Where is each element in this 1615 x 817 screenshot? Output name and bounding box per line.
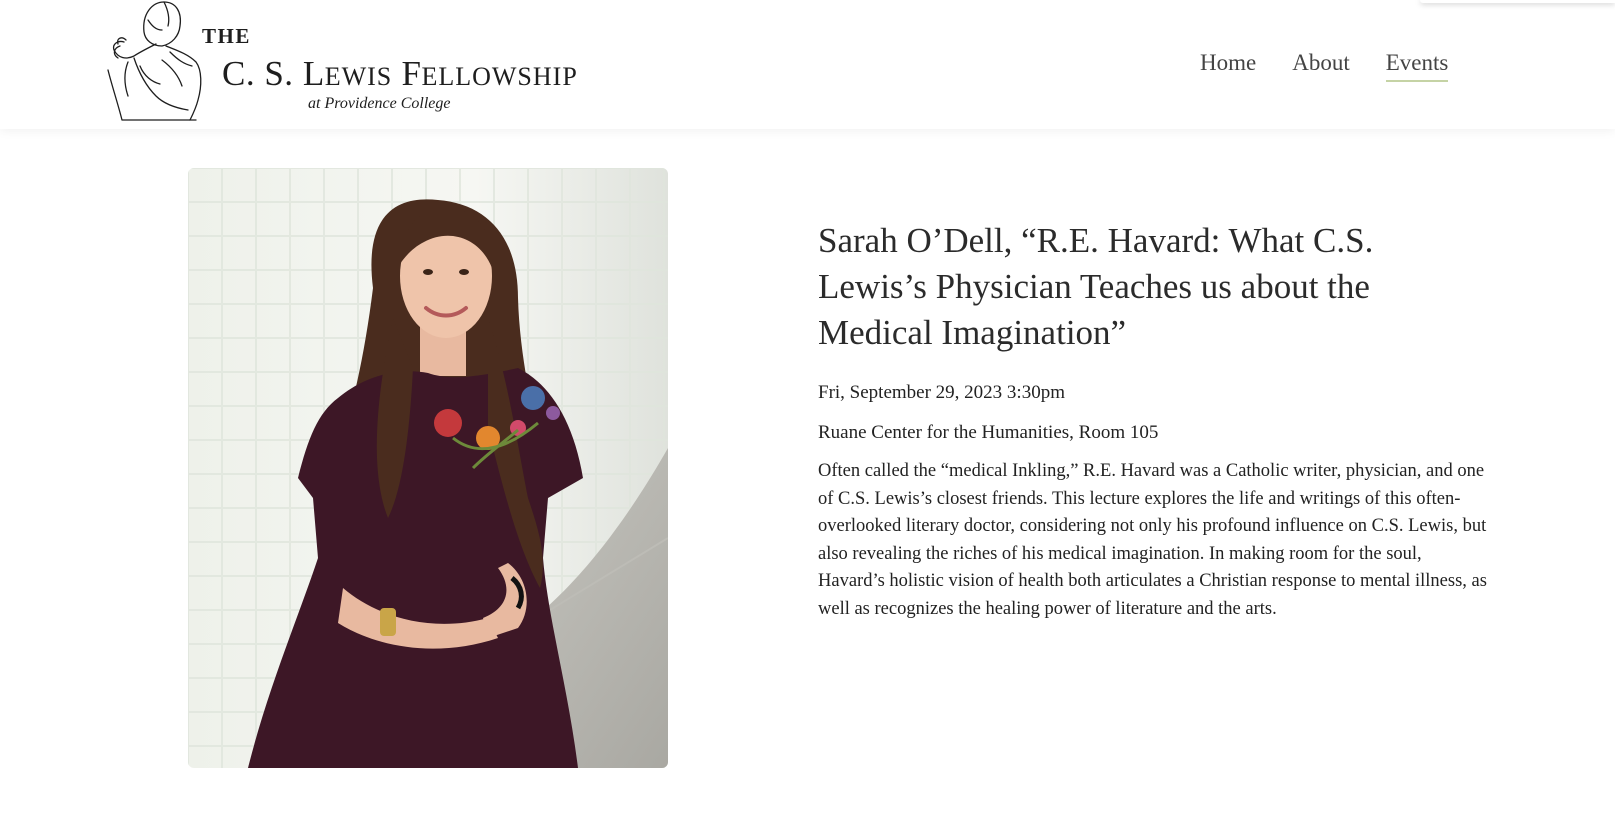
logo-subtitle: at Providence College <box>308 95 451 112</box>
site-header <box>0 0 1615 129</box>
site-logo[interactable] <box>104 0 578 122</box>
logo-ewis: EWIS <box>324 62 393 91</box>
top-edge-shadow <box>1420 0 1615 3</box>
event-location: Ruane Center for the Humanities, Room 105 <box>818 422 1159 443</box>
speaker-photo-illustration <box>188 168 668 768</box>
event-datetime: Fri, September 29, 2023 3:30pm <box>818 382 1065 403</box>
event-title: Sarah O’Dell, “R.E. Havard: What C.S. Lewis’s Physician Teaches us about the Medical Imagination” <box>818 221 1374 352</box>
speaker-photo <box>188 168 668 768</box>
logo-f: F <box>401 54 422 93</box>
logo-initials: C. S. <box>222 54 303 93</box>
nav-events-link[interactable]: Events <box>1386 50 1449 82</box>
nav-home-link[interactable]: Home <box>1200 50 1257 75</box>
seated-figure-sketch-icon <box>104 0 212 122</box>
logo-name-text <box>222 54 578 94</box>
main-nav <box>1200 50 1448 82</box>
logo-ellowship: ELLOWSHIP <box>421 62 578 91</box>
logo-the-text: THE <box>202 24 251 48</box>
nav-about-link[interactable]: About <box>1292 50 1350 75</box>
event-description: Often called the “medical Inkling,” R.E. Havard was a Catholic writer, physician, and one of C.S. Lewis’s closest friends. This lecture explores the life and writings of this often-overlooked literary doctor, considering not only his profound influence on C.S. Lewis, but also revealing the riches of his medical imagination. In making room for the soul, Havard’s holistic vision of health both articulates a Christian response to mental illness, as well as recognizes the healing power of literature and the arts. <box>818 461 1487 619</box>
event-details <box>818 218 1488 623</box>
logo-l: L <box>302 54 325 93</box>
